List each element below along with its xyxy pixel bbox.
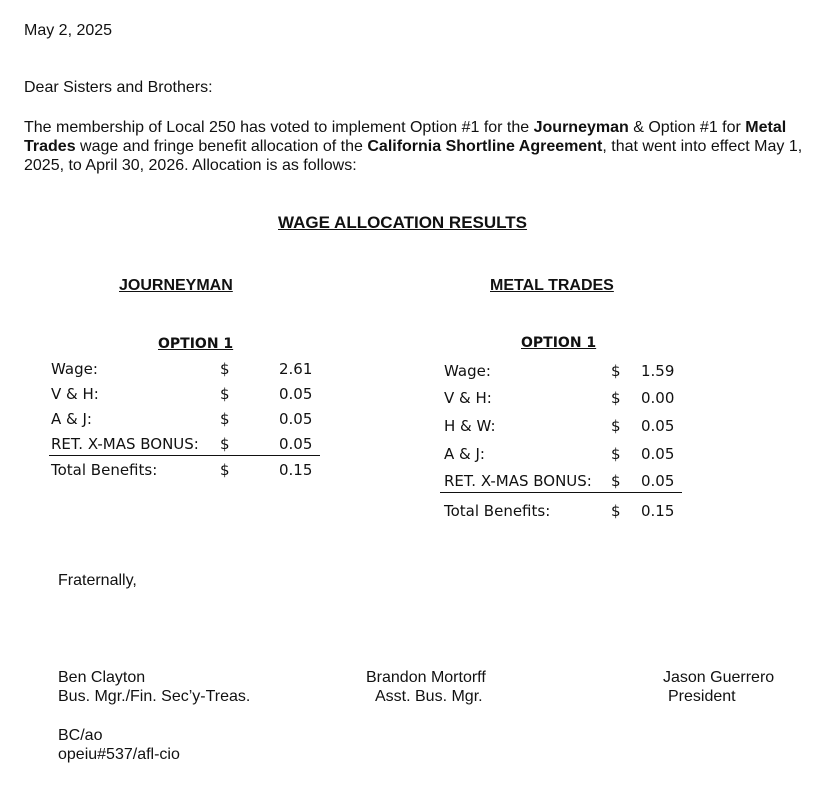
metal-trades-row-currency: $ [611, 362, 621, 380]
journeyman-total-label: Total Benefits: [51, 461, 158, 479]
signatory-title: Bus. Mgr./Fin. Sec’y-Treas. [58, 688, 251, 705]
signatory-title: Asst. Bus. Mgr. [375, 688, 483, 705]
journeyman-row-value: 0.05 [279, 435, 313, 453]
metal-trades-row-label: Wage: [444, 362, 491, 380]
salutation: Dear Sisters and Brothers: [24, 79, 213, 96]
metal-trades-row-currency: $ [611, 389, 621, 407]
journeyman-total-currency: $ [220, 461, 230, 479]
union-label: opeiu#537/afl-cio [58, 746, 180, 763]
metal-trades-row-currency: $ [611, 417, 621, 435]
journeyman-row-currency: $ [220, 360, 230, 378]
metal-trades-total-currency: $ [611, 502, 621, 520]
signatory-name: Ben Clayton [58, 669, 146, 686]
signatory-name: Brandon Mortorff [366, 669, 486, 686]
signatory-title: President [668, 688, 736, 705]
metal-trades-total-divider [440, 492, 682, 493]
typist-initials: BC/ao [58, 727, 103, 744]
journeyman-row-currency: $ [220, 385, 230, 403]
journeyman-row-currency: $ [220, 410, 230, 428]
metal-trades-row-label: V & H: [444, 389, 492, 407]
closing: Fraternally, [58, 572, 137, 589]
metal-trades-row-label: A & J: [444, 445, 485, 463]
metal-trades-row-value: 0.05 [641, 472, 675, 490]
journeyman-option-label: OPTION 1 [158, 336, 234, 352]
signatory-name: Jason Guerrero [663, 669, 775, 686]
intro-bold-agreement: California Shortline Agreement [367, 138, 603, 155]
journeyman-row-value: 0.05 [279, 410, 313, 428]
intro-text: , that went into effect May 1, 2025, to April 30, 2026. Allocation is as follows: [24, 138, 803, 174]
intro-text: wage and fringe benefit allocation of the [75, 138, 368, 155]
metal-trades-row-currency: $ [611, 445, 621, 463]
intro-text: & Option #1 for [628, 119, 746, 136]
journeyman-row-label: Wage: [51, 360, 98, 378]
metal-trades-total-label: Total Benefits: [444, 502, 551, 520]
metal-trades-row-value: 1.59 [641, 362, 675, 380]
journeyman-row-value: 2.61 [279, 360, 313, 378]
journeyman-row-label: RET. X-MAS BONUS: [51, 435, 199, 453]
journeyman-title: JOURNEYMAN [119, 277, 233, 294]
intro-bold-metal-trades: Metal Trades [24, 119, 787, 155]
journeyman-total-divider [49, 455, 320, 456]
metal-trades-row-label: RET. X-MAS BONUS: [444, 472, 592, 490]
metal-trades-row-value: 0.05 [641, 417, 675, 435]
metal-trades-title: METAL TRADES [490, 277, 614, 294]
metal-trades-option-label: OPTION 1 [521, 335, 597, 351]
letter-date: May 2, 2025 [24, 22, 113, 39]
journeyman-total-value: 0.15 [279, 461, 313, 479]
journeyman-row-label: A & J: [51, 410, 92, 428]
intro-paragraph [24, 118, 804, 175]
metal-trades-row-label: H & W: [444, 417, 496, 435]
metal-trades-total-value: 0.15 [641, 502, 675, 520]
journeyman-row-currency: $ [220, 435, 230, 453]
journeyman-row-label: V & H: [51, 385, 99, 403]
metal-trades-row-currency: $ [611, 472, 621, 490]
journeyman-row-value: 0.05 [279, 385, 313, 403]
intro-text: The membership of Local 250 has voted to implement Option #1 for the [24, 119, 534, 136]
metal-trades-row-value: 0.00 [641, 389, 675, 407]
intro-bold-journeyman: Journeyman [533, 119, 629, 136]
metal-trades-row-value: 0.05 [641, 445, 675, 463]
section-title: WAGE ALLOCATION RESULTS [278, 213, 528, 232]
